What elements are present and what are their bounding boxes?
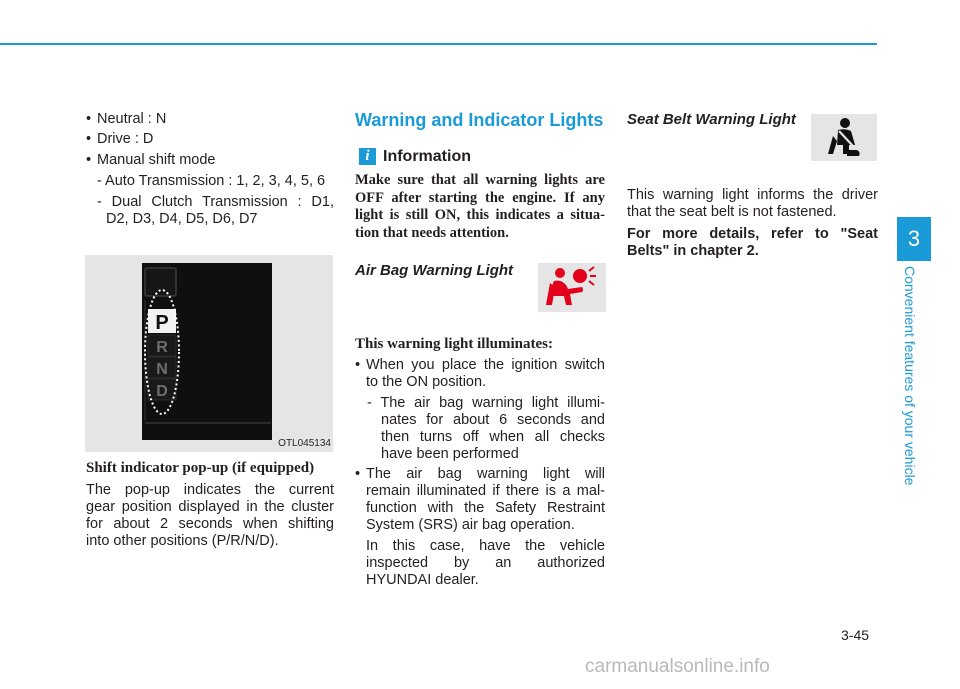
chapter-tab: 3 [897, 217, 931, 261]
page-number: 3-45 [841, 627, 870, 643]
seatbelt-warning-icon [811, 114, 877, 161]
body-line: that the seat belt is not fastened. [627, 204, 837, 220]
list-item: • When you place the ignition switch [366, 357, 605, 375]
chapter-title-text: Convenient features of your vehicle [902, 266, 918, 486]
sub-item: have been performed [381, 446, 519, 462]
illuminates-heading: This warning light illuminates: [355, 336, 553, 352]
sub-item-dct-cont: D2, D3, D4, D5, D6, D7 [106, 211, 258, 227]
body-line: inspected by an authorized [366, 555, 605, 571]
seatbelt-title: Seat Belt Warning Light [627, 111, 796, 128]
sub-item-auto: - Auto Transmission : 1, 2, 3, 4, 5, 6 [97, 173, 326, 189]
info-text: OFF after starting the engine. If any [355, 189, 605, 206]
body-line: In this case, have the vehicle [366, 538, 605, 554]
gear-n: N [156, 361, 168, 378]
airbag-warning-icon [538, 263, 606, 312]
list-item-cont: remain illuminated if there is a mal- [366, 483, 605, 499]
shift-indicator-figure [85, 255, 333, 452]
info-icon: i [359, 148, 376, 165]
list-item: • Drive : D [97, 131, 345, 149]
figure-code: OTL045134 [278, 438, 331, 449]
gear-p: P [155, 312, 169, 334]
list-item: • Neutral : N [97, 111, 345, 129]
airbag-title: Air Bag Warning Light [355, 262, 514, 279]
body-line: HYUNDAI dealer. [366, 572, 479, 588]
info-label: Information [383, 148, 471, 165]
body-line-bold: For more details, refer to "Seat [627, 226, 878, 242]
body-line: gear position displayed in the cluster [86, 499, 334, 515]
list-item-cont: to the ON position. [366, 374, 487, 390]
watermark: carmanualsonline.info [585, 656, 770, 677]
shift-popup-heading: Shift indicator pop-up (if equipped) [86, 460, 315, 476]
gear-r: R [156, 339, 168, 356]
shift-indicator-icon [85, 255, 333, 452]
body-line: into other positions (P/R/N/D). [86, 533, 279, 549]
info-text: light is still ON, this indicates a situa- [355, 207, 605, 223]
body-line: The pop-up indicates the current [86, 482, 334, 498]
body-line-bold: Belts" in chapter 2. [627, 243, 759, 259]
sub-item: - The air bag warning light illumi- [367, 395, 605, 411]
chapter-title [895, 266, 925, 492]
body-line: This warning light informs the driver [627, 187, 878, 203]
list-item-cont: function with the Safety Restraint [366, 500, 605, 516]
sub-item: nates for about 6 seconds and [381, 412, 605, 428]
gear-d: D [156, 383, 168, 400]
sub-item: then turns off when all checks [381, 429, 605, 445]
sub-item-dct: - Dual Clutch Transmission : D1, [97, 194, 334, 210]
section-title: Warning and Indicator Lights [355, 110, 604, 130]
list-item: • The air bag warning light will [366, 466, 605, 484]
list-item-cont: System (SRS) air bag operation. [366, 517, 575, 533]
header-rule [0, 43, 877, 45]
info-text: tion that needs attention. [355, 224, 509, 241]
info-text: Make sure that all warning lights are [355, 172, 605, 188]
body-line: for about 2 seconds when shifting [86, 516, 334, 532]
list-item: • Manual shift mode [97, 152, 345, 170]
